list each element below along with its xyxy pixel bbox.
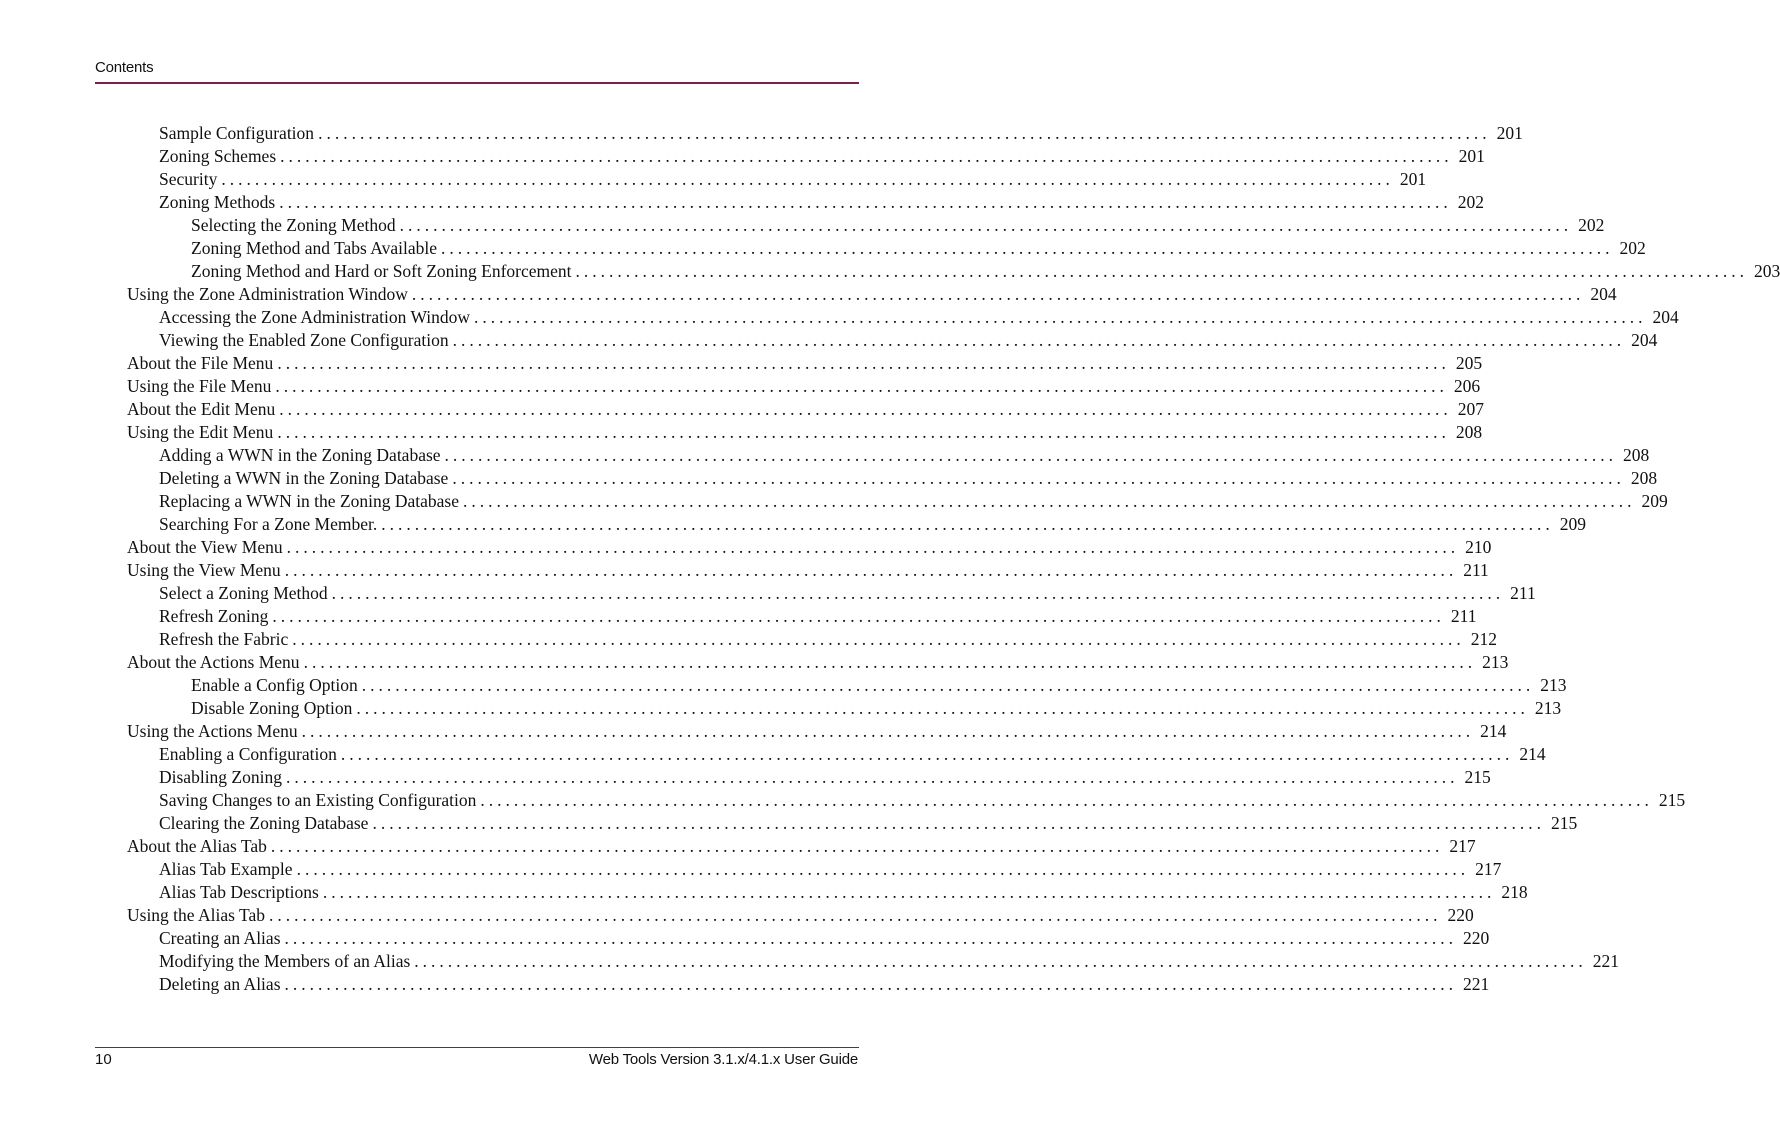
dot-leader: ............................................................................................................................................	[331, 583, 1505, 603]
toc-entry-title: About the Edit Menu	[127, 399, 276, 419]
toc-entry[interactable]	[127, 398, 1484, 421]
toc-entry-title: About the Alias Tab	[127, 836, 267, 856]
toc-entry-title: Disabling Zoning	[159, 767, 282, 787]
dot-leader: ............................................................................................................................................	[411, 284, 1585, 304]
toc-entry-page: 211	[1463, 560, 1489, 580]
toc-entry[interactable]	[159, 306, 1679, 329]
dot-leader: ............................................................................................................................................	[575, 261, 1749, 281]
dot-leader: ............................................................................................................................................	[463, 491, 1636, 511]
toc-entry-title: Creating an Alias	[159, 928, 281, 948]
toc-entry-title: Using the View Menu	[127, 560, 281, 580]
dot-leader: ............................................................................................................................................	[414, 951, 1587, 971]
toc-entry[interactable]	[127, 559, 1489, 582]
dot-leader: ............................................................................................................................................	[284, 928, 1458, 948]
toc-entry[interactable]	[159, 858, 1502, 881]
toc-entry-page: 212	[1470, 629, 1498, 649]
toc-entry-page: 209	[1641, 491, 1668, 511]
dot-leader: ............................................................................................................................................	[296, 859, 1470, 879]
dot-leader: ............................................................................................................................................	[399, 215, 1573, 235]
toc-entry-page: 205	[1455, 353, 1483, 373]
toc-entry[interactable]	[127, 720, 1507, 743]
toc-entry-title: Deleting a WWN in the Zoning Database	[159, 468, 449, 488]
dot-leader: ............................................................................................................................................	[361, 675, 1535, 695]
dot-leader: ............................................................................................................................................	[285, 767, 1459, 787]
dot-leader: ............................................................................................................................................	[318, 123, 1491, 143]
toc-entry-page: 220	[1463, 928, 1490, 948]
toc-entry[interactable]	[191, 237, 1646, 260]
page-number: 10	[95, 1051, 112, 1068]
toc-entry[interactable]	[159, 789, 1686, 812]
toc-entry-page: 201	[1496, 123, 1523, 143]
dot-leader: ............................................................................................................................................	[279, 192, 1452, 212]
dot-leader: ............................................................................................................................................	[356, 698, 1529, 718]
toc-entry-title: Using the Zone Administration Window	[127, 284, 408, 304]
toc-entry-page: 202	[1457, 192, 1484, 212]
dot-leader: ............................................................................................................................................	[340, 744, 1514, 764]
toc-entry-title: Modifying the Members of an Alias	[159, 951, 411, 971]
toc-entry-page: 201	[1458, 146, 1485, 166]
toc-entry-title: Accessing the Zone Administration Window	[159, 307, 471, 327]
dot-leader: ............................................................................................................................................	[286, 537, 1460, 557]
toc-entry-page: 208	[1455, 422, 1483, 442]
toc-entry[interactable]	[159, 513, 1586, 536]
dot-leader: ............................................................................................................................................	[279, 399, 1452, 419]
toc-entry-page: 208	[1623, 445, 1650, 465]
toc-entry[interactable]	[191, 214, 1605, 237]
toc-entry-title: Sample Configuration	[159, 123, 315, 143]
dot-leader: ............................................................................................................................................	[275, 376, 1448, 396]
toc-entry-title: Zoning Methods	[159, 192, 276, 212]
toc-entry[interactable]	[159, 881, 1528, 904]
toc-entry[interactable]	[127, 835, 1476, 858]
dot-leader: ............................................................................................................................................	[322, 882, 1496, 902]
toc-entry-page: 213	[1482, 652, 1509, 672]
toc-entry-title: Using the File Menu	[127, 376, 272, 396]
dot-leader: ............................................................................................................................................	[280, 146, 1453, 166]
toc-entry-title: Saving Changes to an Existing Configuration	[159, 790, 477, 810]
toc-entry-page: 204	[1652, 307, 1679, 327]
toc-entry-page: 220	[1447, 905, 1474, 925]
dot-leader: ............................................................................................................................................	[303, 652, 1477, 672]
toc-entry-page: 204	[1631, 330, 1658, 350]
toc-entry-title: About the File Menu	[127, 353, 274, 373]
dot-leader: ............................................................................................................................................	[284, 974, 1458, 994]
toc-entry-page: 217	[1449, 836, 1476, 856]
toc-entry-title: Zoning Method and Hard or Soft Zoning Enforcement	[191, 261, 572, 281]
toc-entry-title: Using the Alias Tab	[127, 905, 265, 925]
toc-entry[interactable]	[159, 329, 1658, 352]
toc-entry-page: 221	[1592, 951, 1620, 971]
toc-entry-page: 202	[1619, 238, 1646, 258]
header-rule	[95, 82, 859, 84]
toc-entry-title: Replacing a WWN in the Zoning Database	[159, 491, 459, 511]
toc-entry-title: Zoning Method and Tabs Available	[191, 238, 437, 258]
toc-entry-page: 201	[1399, 169, 1427, 189]
toc-entry[interactable]	[159, 605, 1477, 628]
toc-entry[interactable]	[159, 467, 1658, 490]
toc-entry-title: Alias Tab Descriptions	[159, 882, 319, 902]
toc-entry-title: Clearing the Zoning Database	[159, 813, 369, 833]
toc-entry-page: 202	[1578, 215, 1605, 235]
toc-entry[interactable]	[159, 168, 1427, 191]
toc-entry-title: Select a Zoning Method	[159, 583, 328, 603]
toc-entry[interactable]	[159, 191, 1484, 214]
dot-leader: ............................................................................................................................................	[292, 629, 1465, 649]
toc-entry-page: 214	[1480, 721, 1507, 741]
toc-entry-page: 204	[1590, 284, 1617, 304]
dot-leader: ............................................................................................................................................	[452, 468, 1625, 488]
dot-leader: ............................................................................................................................................	[277, 353, 1450, 373]
toc-entry-title: Refresh the Fabric	[159, 629, 289, 649]
dot-leader: ............................................................................................................................................	[221, 169, 1394, 189]
toc-entry[interactable]	[159, 628, 1498, 651]
toc-entry-title: Deleting an Alias	[159, 974, 281, 994]
toc-entry-title: Enable a Config Option	[191, 675, 358, 695]
toc-entry[interactable]	[159, 145, 1485, 168]
dot-leader: ............................................................................................................................................	[441, 238, 1614, 258]
toc-entry-page: 217	[1475, 859, 1502, 879]
toc-entry-page: 206	[1453, 376, 1481, 396]
running-header: Contents	[95, 59, 154, 76]
dot-leader: ............................................................................................................................................	[277, 422, 1450, 442]
toc-entry-title: Alias Tab Example	[159, 859, 293, 879]
toc-entry-title: Viewing the Enabled Zone Configuration	[159, 330, 449, 350]
toc-entry[interactable]	[159, 582, 1536, 605]
toc-entry-page: 214	[1519, 744, 1546, 764]
toc-entry[interactable]	[127, 651, 1509, 674]
toc-entry[interactable]	[159, 490, 1668, 513]
toc-entry[interactable]	[127, 375, 1481, 398]
footer-rule	[95, 1047, 859, 1048]
dot-leader: ............................................................................................................................................	[301, 721, 1475, 741]
toc-entry-page: 211	[1510, 583, 1536, 603]
toc-entry-title: Using the Edit Menu	[127, 422, 274, 442]
toc-entry-title: Searching For a Zone Member.	[159, 514, 378, 534]
toc-entry-page: 221	[1463, 974, 1490, 994]
toc-entry[interactable]	[191, 674, 1567, 697]
toc-entry-title: Zoning Schemes	[159, 146, 277, 166]
dot-leader: ............................................................................................................................................	[444, 445, 1618, 465]
dot-leader: ............................................................................................................................................	[381, 514, 1554, 534]
dot-leader: ............................................................................................................................................	[372, 813, 1545, 833]
dot-leader: ............................................................................................................................................	[284, 560, 1458, 580]
toc-entry-page: 203	[1754, 261, 1780, 281]
toc-entry[interactable]	[159, 927, 1490, 950]
toc-entry-page: 209	[1559, 514, 1586, 534]
toc-entry-page: 218	[1501, 882, 1528, 902]
toc-entry-title: Selecting the Zoning Method	[191, 215, 396, 235]
toc-entry[interactable]	[159, 950, 1620, 973]
toc-entry[interactable]	[159, 122, 1523, 145]
toc-entry-page: 213	[1540, 675, 1567, 695]
toc-entry[interactable]	[127, 421, 1483, 444]
toc-entry[interactable]	[127, 352, 1483, 375]
dot-leader: ............................................................................................................................................	[272, 606, 1445, 626]
dot-leader: ............................................................................................................................................	[268, 905, 1442, 925]
dot-leader: ............................................................................................................................................	[474, 307, 1647, 327]
toc-entry-title: About the View Menu	[127, 537, 283, 557]
toc-entry-page: 213	[1534, 698, 1562, 718]
toc-entry[interactable]	[191, 697, 1562, 720]
dot-leader: ............................................................................................................................................	[480, 790, 1653, 810]
toc-entry-title: Disable Zoning Option	[191, 698, 353, 718]
toc-entry-title: Using the Actions Menu	[127, 721, 298, 741]
toc-entry-page: 215	[1658, 790, 1686, 810]
toc-entry-page: 215	[1464, 767, 1491, 787]
toc-entry-page: 207	[1457, 399, 1484, 419]
toc-entry[interactable]	[159, 973, 1490, 996]
toc-entry[interactable]	[191, 260, 1780, 283]
toc-entry[interactable]	[127, 283, 1617, 306]
toc-entry[interactable]	[159, 766, 1491, 789]
toc-entry[interactable]	[127, 536, 1492, 559]
toc-entry-title: Enabling a Configuration	[159, 744, 337, 764]
toc-entry[interactable]	[127, 904, 1474, 927]
toc-entry-page: 215	[1550, 813, 1578, 833]
toc-entry[interactable]	[159, 444, 1650, 467]
toc-entry-page: 210	[1465, 537, 1492, 557]
toc-entry-title: Security	[159, 169, 218, 189]
toc-entry[interactable]	[159, 812, 1578, 835]
dot-leader: ............................................................................................................................................	[452, 330, 1626, 350]
toc-entry-title: About the Actions Menu	[127, 652, 300, 672]
toc-entry-page: 211	[1450, 606, 1477, 626]
dot-leader: ............................................................................................................................................	[270, 836, 1444, 856]
toc-entry-page: 208	[1630, 468, 1658, 488]
document-title: Web Tools Version 3.1.x/4.1.x User Guide	[588, 1051, 858, 1068]
toc-entry[interactable]	[159, 743, 1546, 766]
toc-entry-title: Adding a WWN in the Zoning Database	[159, 445, 441, 465]
toc-entry-title: Refresh Zoning	[159, 606, 269, 626]
